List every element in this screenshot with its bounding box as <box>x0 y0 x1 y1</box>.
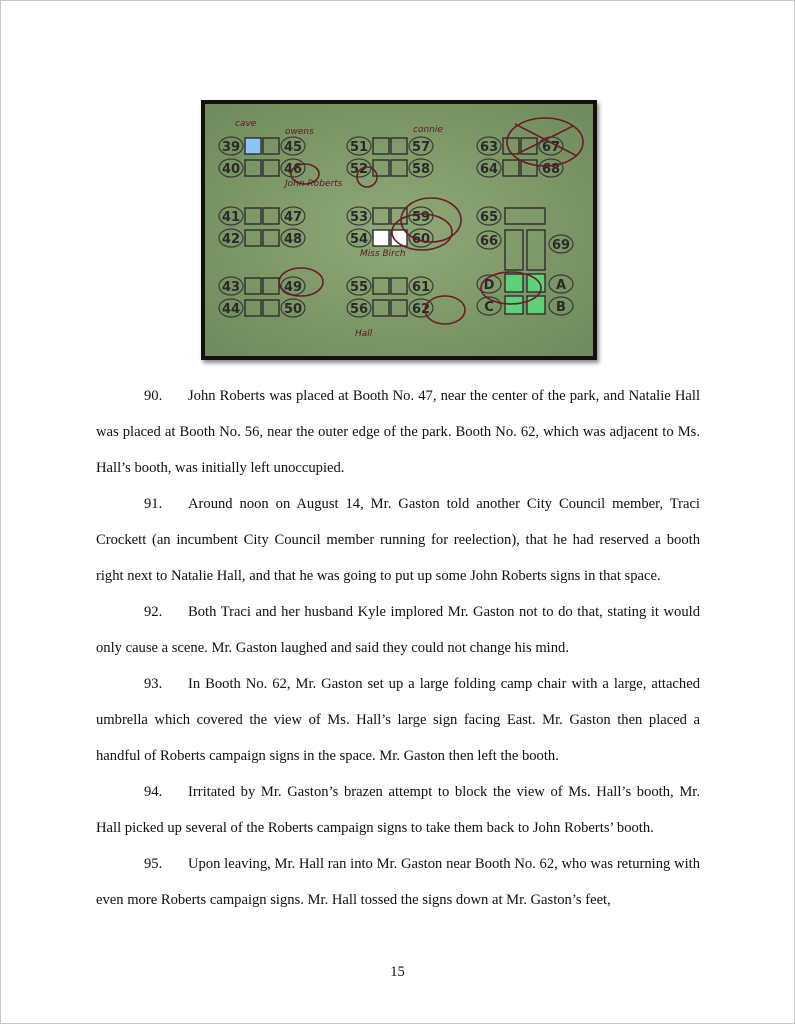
paragraph-92 <box>96 594 700 666</box>
booth-box <box>505 274 523 292</box>
paragraph-text: Irritated by Mr. Gaston’s brazen attempt to block the view of Ms. Hall’s booth, Mr. Hall picked up several of the Roberts campaign signs to take them back to John Roberts’ booth. <box>96 784 700 836</box>
booth-number-44: 44 <box>221 302 241 317</box>
booth-number-43: 43 <box>221 280 241 295</box>
booth-number-62: 62 <box>411 302 431 317</box>
booth-number-45: 45 <box>283 140 303 155</box>
booth-number-68: 68 <box>541 162 561 177</box>
booth-number-69: 69 <box>551 238 571 253</box>
paragraph-90 <box>96 378 700 486</box>
booth-number-64: 64 <box>479 162 499 177</box>
booth-map <box>205 104 593 356</box>
booth-number-50: 50 <box>283 302 303 317</box>
paragraph-number: 95. <box>144 856 163 872</box>
paragraph-text: Around noon on August 14, Mr. Gaston told another City Council member, Traci Crockett (an incumbent City Council member running for reelection), that he had reserved a booth right next to Natalie Hall, and that he was going to put up some John Roberts signs in that space. <box>96 496 700 584</box>
booth-number-52: 52 <box>349 162 369 177</box>
booth-number-63: 63 <box>479 140 499 155</box>
booth-number-42: 42 <box>221 232 241 247</box>
paragraph-text: In Booth No. 62, Mr. Gaston set up a large folding camp chair with a large, attached umbrella which covered the view of Ms. Hall’s large sign facing East. Mr. Gaston then placed a handful of Roberts campaign signs in the space. Mr. Gaston then left the booth. <box>96 676 700 764</box>
paragraph-text: Upon leaving, Mr. Hall ran into Mr. Gaston near Booth No. 62, who was returning with even more Roberts campaign signs. Mr. Hall tossed the signs down at Mr. Gaston’s feet, <box>96 856 700 908</box>
booth-number-47: 47 <box>283 210 303 225</box>
booth-number-66: 66 <box>479 234 499 249</box>
booth-box <box>245 138 261 154</box>
handwritten-note: connie <box>413 125 443 135</box>
booth-number-B: B <box>556 300 566 315</box>
booth-box <box>527 296 545 314</box>
booth-number-60: 60 <box>411 232 431 247</box>
booth-number-C: C <box>484 300 494 315</box>
booth-number-67: 67 <box>541 140 561 155</box>
booth-number-56: 56 <box>349 302 369 317</box>
paragraph-number: 92. <box>144 604 163 620</box>
booth-number-46: 46 <box>283 162 303 177</box>
handwritten-note: Miss Birch <box>360 249 406 259</box>
booth-box <box>505 296 523 314</box>
booth-number-A: A <box>555 278 567 293</box>
paragraph-number: 94. <box>144 784 163 800</box>
booth-number-53: 53 <box>349 210 369 225</box>
page-number: 15 <box>390 964 405 980</box>
booth-number-55: 55 <box>349 280 369 295</box>
paragraph-number: 91. <box>144 496 163 512</box>
booth-number-58: 58 <box>411 162 431 177</box>
handwritten-note: owens <box>285 127 314 137</box>
booth-number-41: 41 <box>221 210 241 225</box>
paragraph-91 <box>96 486 700 594</box>
booth-number-48: 48 <box>283 232 303 247</box>
booth-number-49: 49 <box>283 280 303 295</box>
booth-box <box>527 274 545 292</box>
handwritten-note: cave <box>235 119 257 129</box>
booth-number-65: 65 <box>479 210 499 225</box>
paragraph-number: 90. <box>144 388 163 404</box>
booth-number-39: 39 <box>221 140 241 155</box>
booth-number-51: 51 <box>349 140 369 155</box>
booth-number-57: 57 <box>411 140 431 155</box>
booth-number-54: 54 <box>349 232 369 247</box>
paragraph-number: 93. <box>144 676 163 692</box>
handwritten-note: John Roberts <box>285 179 343 189</box>
booth-number-61: 61 <box>411 280 431 295</box>
booth-map-figure <box>201 100 597 360</box>
paragraph-text: John Roberts was placed at Booth No. 47, near the center of the park, and Natalie Hall was placed at Booth No. 56, near the outer edge of the park. Booth No. 62, which was adjacent to Ms. Hall’s booth, was initially left unoccupied. <box>96 388 700 476</box>
paragraph-95 <box>96 846 700 918</box>
paragraph-text: Both Traci and her husband Kyle implored Mr. Gaston not to do that, stating it would only cause a scene. Mr. Gaston laughed and said they could not change his mind. <box>96 604 700 656</box>
booth-number-40: 40 <box>221 162 241 177</box>
booth-number-59: 59 <box>411 210 431 225</box>
handwritten-note: Hall <box>355 329 373 339</box>
booth-number-D: D <box>483 278 495 293</box>
paragraph-93 <box>96 666 700 774</box>
booth-box <box>373 230 389 246</box>
paragraph-94 <box>96 774 700 846</box>
